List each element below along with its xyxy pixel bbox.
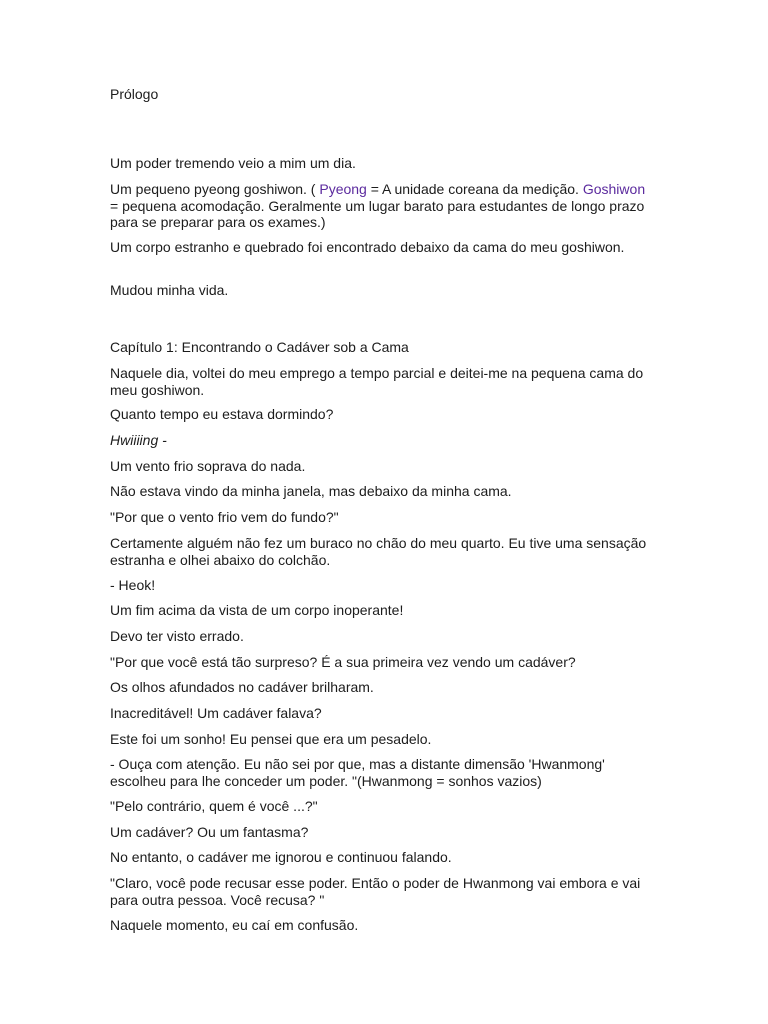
chapter-paragraph: Devo ter visto errado. xyxy=(110,628,244,644)
chapter-paragraph: Este foi um sonho! Eu pensei que era um pesadelo. xyxy=(110,731,432,747)
chapter-paragraph: Os olhos afundados no cadáver brilharam. xyxy=(110,679,374,695)
chapter-paragraph: "Pelo contrário, quem é você ...?" xyxy=(110,798,318,814)
chapter-paragraph-sound-effect: Hwiiiing - xyxy=(110,432,167,448)
chapter-paragraph: Certamente alguém não fez um buraco no chão do meu quarto. Eu tive uma sensação estranha e olhei abaixo do colchão. xyxy=(110,535,647,568)
chapter-paragraph: No entanto, o cadáver me ignorou e continuou falando. xyxy=(110,849,452,865)
pyeong-term-link[interactable]: Pyeong xyxy=(319,181,367,197)
prologue-p2-text-middle: = A unidade coreana da medição. xyxy=(366,181,583,197)
prologue-paragraph-4: Mudou minha vida. xyxy=(110,282,229,298)
goshiwon-term-link[interactable]: Goshiwon xyxy=(582,181,646,197)
chapter-paragraph: "Por que você está tão surpreso? É a sua primeira vez vendo um cadáver? xyxy=(110,654,576,670)
chapter-title: Capítulo 1: Encontrando o Cadáver sob a Cama xyxy=(110,339,409,355)
prologue-p2-text-end: = pequena acomodação. Geralmente um lugar barato para estudantes de longo prazo para se preparar para os exames.) xyxy=(110,197,645,230)
chapter-paragraph: "Claro, você pode recusar esse poder. Então o poder de Hwanmong vai embora e vai para outra pessoa. Você recusa? " xyxy=(110,875,641,908)
prologue-paragraph-1: Um poder tremendo veio a mim um dia. xyxy=(110,155,356,171)
chapter-paragraph: Um vento frio soprava do nada. xyxy=(110,458,306,474)
chapter-paragraph: Um fim acima da vista de um corpo inoperante! xyxy=(110,602,404,618)
chapter-paragraph: Naquele dia, voltei do meu emprego a tempo parcial e deitei-me na pequena cama do meu goshiwon. xyxy=(110,365,644,398)
chapter-paragraph: Um cadáver? Ou um fantasma? xyxy=(110,824,309,840)
prologue-title: Prólogo xyxy=(110,86,159,102)
chapter-paragraph: - Ouça com atenção. Eu não sei por que, mas a distante dimensão 'Hwanmong' escolheu para lhe conceder um poder. "(Hwanmong = sonhos vazios) xyxy=(110,756,605,789)
prologue-paragraph-2 xyxy=(110,181,655,231)
prologue-p2-text-start: Um pequeno pyeong goshiwon. ( xyxy=(110,181,320,197)
chapter-paragraph: "Por que o vento frio vem do fundo?" xyxy=(110,509,339,525)
prologue-paragraph-3: Um corpo estranho e quebrado foi encontrado debaixo da cama do meu goshiwon. xyxy=(110,239,625,255)
chapter-paragraph: - Heok! xyxy=(110,577,156,593)
chapter-paragraph: Inacreditável! Um cadáver falava? xyxy=(110,705,322,721)
chapter-paragraph: Naquele momento, eu caí em confusão. xyxy=(110,917,359,933)
chapter-paragraph: Não estava vindo da minha janela, mas debaixo da minha cama. xyxy=(110,483,512,499)
chapter-paragraph: Quanto tempo eu estava dormindo? xyxy=(110,406,334,422)
